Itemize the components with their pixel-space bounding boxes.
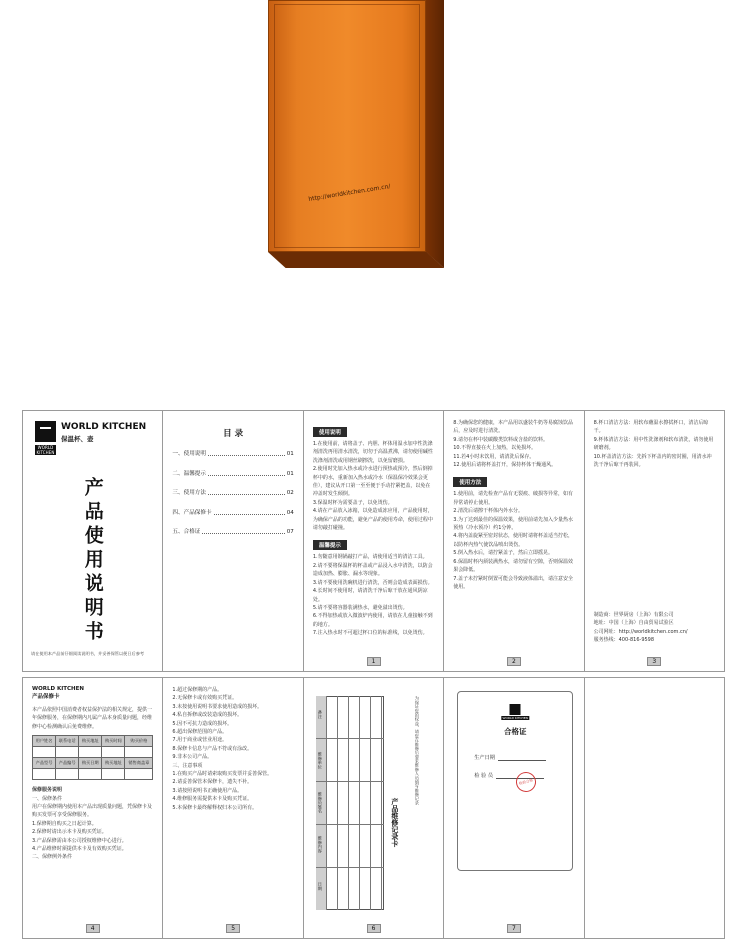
warranty-intro: 本产品依照中国消费者权益保护法的相关规定，提供一年保修服务，在保修期内凡属产品本身质量问题，经维修中心检测确认后免费维修。 [32,707,153,730]
page-number: 7 [507,924,521,933]
method-text: 1.使用前，请先检查产品有无裂痕、破损等异常，如有异常请停止使用。 2.清洗后请擦干杯体内外水分。 3.为了达到最佳的保温效果，使用前请先加入少量热水预热（冷水预冷）约1分钟。 4.将内盖旋紧至密封状态，使用时请将杯盖适当拧松，以防杯内热气使饮品喷出烫伤。 5.倒入热水后，请拧紧盖子，然后立即摇晃。 6.保温时杯内须装满热水，请勿留有空隙，否则保温效果会降低。 7.盖子未拧紧时倒置可能会导致液体溢出，请注意安全使用。 [453,491,573,590]
brand-logo-icon [35,421,56,442]
panel-warranty [23,678,163,938]
toc-item[interactable]: 三、使用方法 02 [172,490,294,496]
warranty-brand: WORLD KITCHEN [32,686,85,692]
production-date-line: 生产日期 [474,754,546,761]
box-bottom-face [268,252,444,268]
panel-method [444,411,584,671]
box-side-face [426,0,444,268]
page-number: 4 [86,924,100,933]
warranty-title: 产品保修卡 [32,694,60,700]
usage-text: 1.在使用前，请将盖子、内胆、杯体用温水加中性洗涤剂清洗再用清水清洗，切勿于高温煮沸，请勿使用碱性洗涤剂清洗或用钢丝刷擦洗，以免留磨损。 2.使用时先加入热水或冷水进行预热或预冷，然后倒掉杯中的水，重新加入热水或冷水（保温保冷效果会更佳），建议从开口第一至至便于手动拧紧把盖，以免在冲盖时发生倾倒。 3.保温时杯为需要盖子，以免烫伤。 4.请在产品放入冰箱，以免造成冻应用，产品使用时，为确保产品的功能，避免产品的使用寿命，使用过程中请勿敲打碰撞。 [312,441,433,532]
panel-instructions [304,411,444,671]
company-info: 制造商：世界厨房（上海）有限公司 地址：中国（上海）自由贸易试验区 公司网址：http://worldkitchen.com.cn/ 服务热线：400-816-9598 [593,612,688,644]
toc-item[interactable]: 四、产品保修卡 04 [172,509,294,516]
page-number: 6 [367,924,381,933]
certificate-card [457,691,573,871]
product-box [268,0,444,268]
brand-logo-icon [510,704,521,715]
repair-record-table: 备注 维修单位 维修员签名 维修内容 日期 [316,696,384,910]
brand-subtitle: 保温杯、壶 [61,435,94,443]
box-inner-border [274,4,420,248]
warranty-table: 用户姓名 联系电话 购买地址 购买时间 购买价格 产品型号 产品编号 购买日期 购买地址 销售商盖章 [32,735,153,780]
tips-text: 1.勿随意用钢锅敲打产品，请使用适当的清洁工具。 2.请不要将保温杯的杯盖或产品浸入水中清洗，以防会造成加热、膨胀、漏水等现象。 3.请不要使用洗碗机进行清洗，否则会造成表面损伤。 4.长时间不使用时，请清洗干净后晾干放在通风阴凉处。 5.请不要将容器装满热水，避免溢出烫伤。 6.不得加热或放入微波炉内使用，请放在儿童接触不到的地方。 7.注入热水时不可超过杯口位的标准线，以免烫伤。 [312,554,433,637]
manual-sheet-bottom [22,677,725,939]
logo-text: WORLD KITCHEN [36,445,55,455]
inspection-stamp: 检验合格 [514,770,538,794]
cleaning-text: 8.杯口清洁方法：用软布蘸温水擦拭杯口，清洁后晾干。 9.杯体清洁方法：用中性洗涤剂和软布清洗，请勿使用研磨剂。 10.杯盖清洁方法：先拆下杯盖内的密封圈，用清水冲洗干净后晾干再装回。 [593,420,714,469]
section-heading: 使用说明 [313,427,347,437]
page-number: 1 [367,657,381,666]
terms-text: 1.超过保修期的产品。 2.无保修卡或有效购买凭证。 3.未按使用说明书要求使用造成的损坏。 4.私自拆修或改装造成的损坏。 5.因不可抗力造成的损坏。 6.超出保修范围的产品。 7.用于商业或营业用途。 8.保修卡信息与产品不符或有涂改。 9.非本公司产品。 三、注意事项 1.在购买产品时请索取购买发票并妥善保管。 2.请妥善保管本保修卡，遗失不补。 3.请按照说明书正确使用产品。 4.维修服务需提供本卡及购买凭证。 5.本保修卡最终解释权归本公司所有。 [172,687,273,811]
warranty-notes: 保修服务说明 一、保修条件 用户在保修期内使用本产品出现质量问题，凭保修卡及购买发票可享受保修服务。 1.保修期自购买之日起计算。 2.保修时请出示本卡及购买凭证。 3.产品保修需由本公司授权维修中心进行。 4.产品维修时须提供本卡及有效购买凭证。 二、保修例外条件 [32,787,153,861]
toc-title: 目 录 [223,429,244,439]
box-url-text: http://worldkitchen.com.cn/ [308,183,391,203]
panel-toc [163,411,303,671]
method-extra-text: 8.为确保您的健康，本产品用以盛装牛奶等易腐蚀饮品后，应及时进行清洗。 9.请勿在杯中装碳酸类饮料或含盐的饮料。 10.不得直接在火上加热，以免损坏。 11.若4小时未饮用，请清洗后保存。 12.使用后请将杯盖打开，保持杯体干燥通风。 [453,420,573,469]
toc-item[interactable]: 五、合格证 07 [172,529,294,535]
inspector-line: 检 验 员 [474,772,544,779]
brand-name: WORLD KITCHEN [61,422,147,432]
cover-title: 产品使用说明书 [81,477,104,645]
panel-terms [163,678,303,938]
toc-item[interactable]: 二、温馨提示 01 [172,470,294,477]
toc-item[interactable]: 一、使用说明 01 [172,451,294,457]
cover-footer: 请在使用本产品前仔细阅读说明书，并妥善保管以便日后参考 [31,651,145,656]
panel-cover [23,411,163,671]
section-heading: 温馨提示 [313,540,347,550]
certificate-title: 合格证 [503,727,527,736]
panel-record [304,678,444,938]
cert-logo-text: WORLD KITCHEN [502,716,528,720]
manual-sheet-top [22,410,725,672]
section-heading: 使用方法 [453,477,487,487]
page-number: 5 [226,924,240,933]
panel-certificate [444,678,584,938]
panel-blank [585,678,724,938]
record-card-title: 产品维修记录卡 [390,798,399,847]
page-number: 2 [507,657,521,666]
panel-contact [585,411,724,671]
record-note: 为保证您的权益，请您在维修后要求维修人员填写维修记录 [414,696,420,805]
page-number: 3 [647,657,661,666]
